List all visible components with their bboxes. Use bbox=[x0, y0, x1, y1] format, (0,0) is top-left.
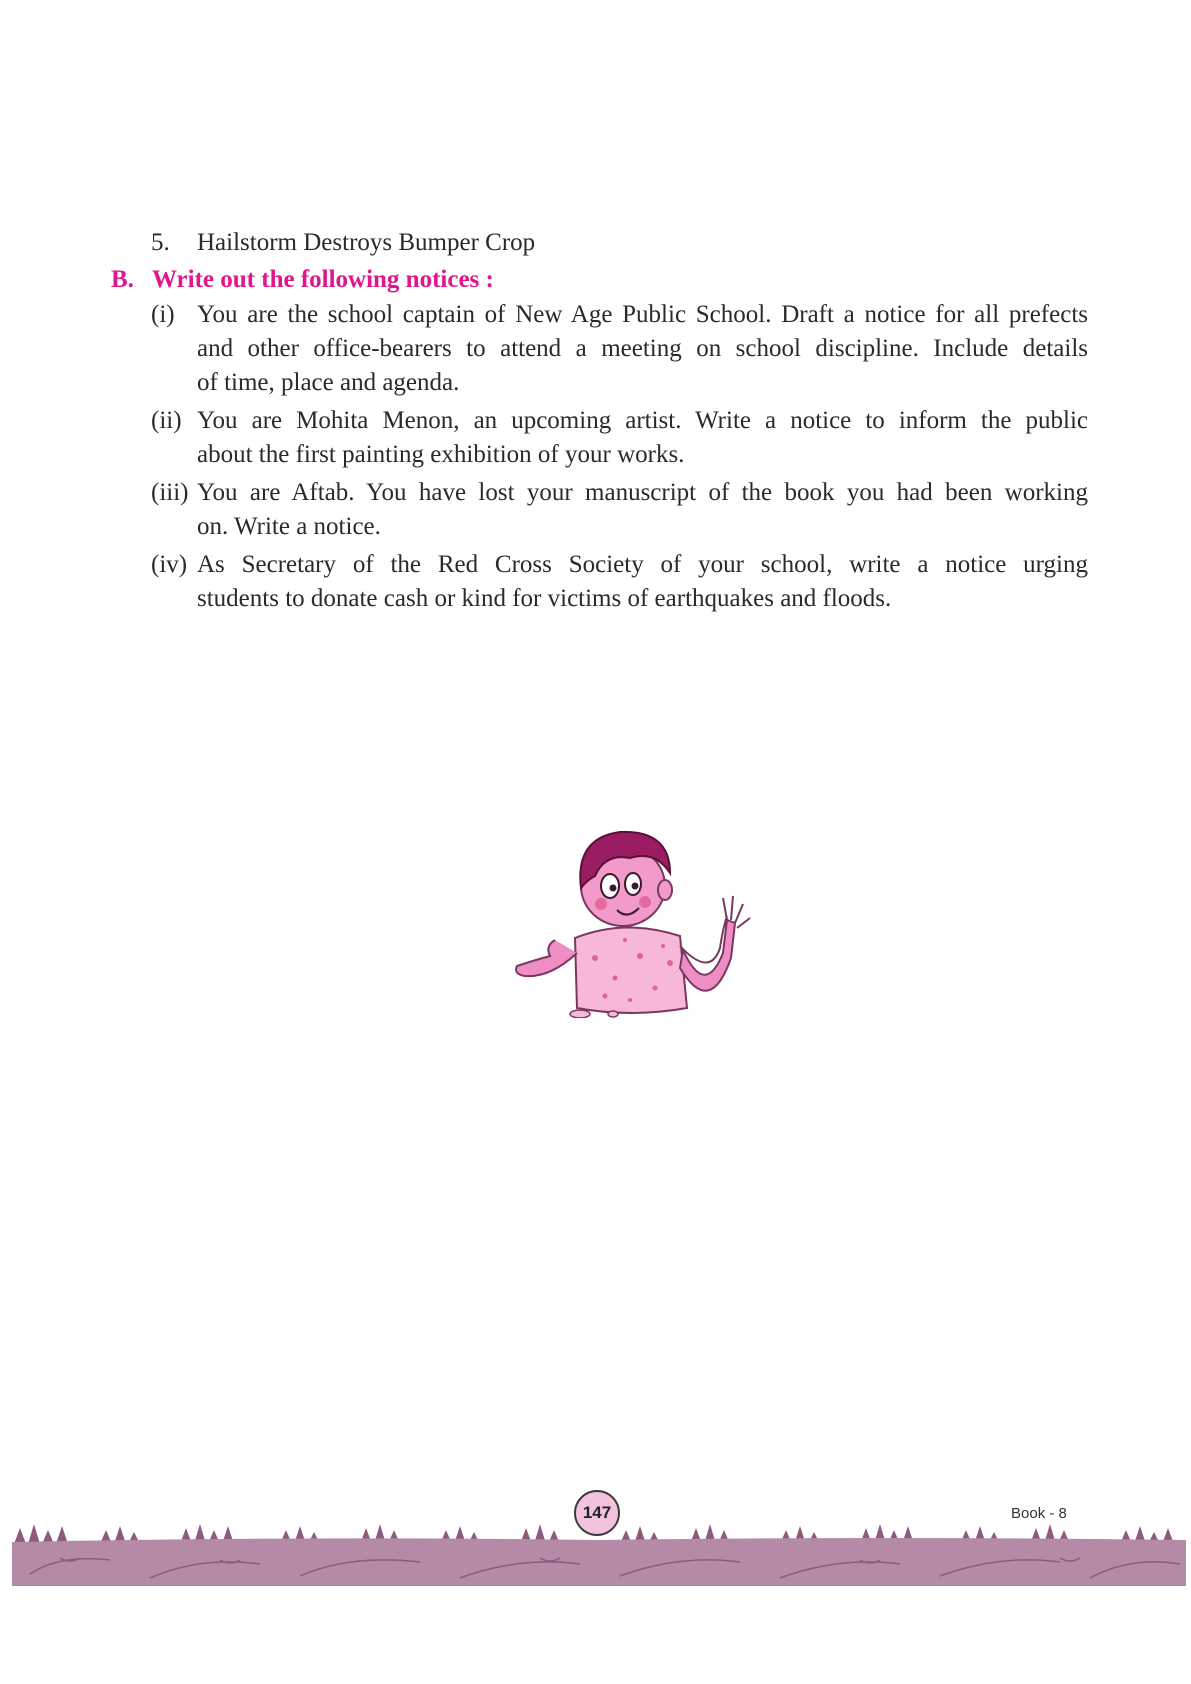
item-i-number: (i) bbox=[151, 301, 175, 328]
item-iv-line-2: students to donate cash or kind for victims of earthquakes and floods. bbox=[197, 585, 892, 612]
page-number: 147 bbox=[574, 1490, 620, 1536]
item-ii-line-2: about the first painting exhibition of your works. bbox=[197, 441, 685, 468]
item-iii-line-1: You are Aftab. You have lost your manuscript of the book you had been working bbox=[197, 479, 1088, 506]
section-b-letter: B. bbox=[111, 266, 134, 293]
item-i-line-2: and other office-bearers to attend a meeting on school discipline. Include details bbox=[197, 335, 1088, 362]
boy-illustration bbox=[505, 828, 755, 1018]
item-iii-number: (iii) bbox=[151, 479, 189, 506]
item-ii-line-1: You are Mohita Menon, an upcoming artist. Write a notice to inform the public bbox=[197, 407, 1088, 434]
item-i-line-1: You are the school captain of New Age Public School. Draft a notice for all prefects bbox=[197, 301, 1088, 328]
book-label: Book - 8 bbox=[1011, 1505, 1067, 1522]
item-iii-line-2: on. Write a notice. bbox=[197, 513, 381, 540]
section-b-heading: Write out the following notices : bbox=[152, 266, 494, 293]
item-5-number: 5. bbox=[151, 229, 170, 256]
item-5-text: Hailstorm Destroys Bumper Crop bbox=[197, 229, 536, 256]
item-ii-number: (ii) bbox=[151, 407, 182, 434]
item-i-line-3: of time, place and agenda. bbox=[197, 369, 460, 396]
item-iv-line-1: As Secretary of the Red Cross Society of your school, write a notice urging bbox=[197, 551, 1088, 578]
item-iv-number: (iv) bbox=[151, 551, 188, 578]
